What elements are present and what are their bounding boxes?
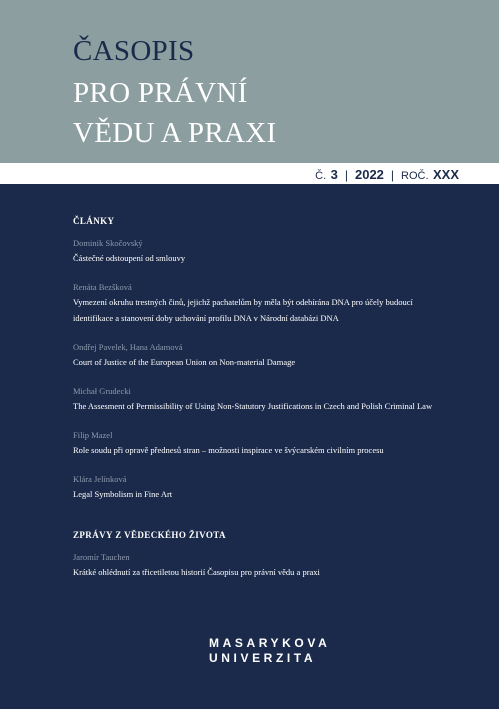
article-author: Dominik Skočovský (73, 238, 143, 248)
list-item (73, 386, 443, 414)
issue-number: 3 (330, 167, 338, 182)
list-item (73, 552, 443, 580)
issue-separator: | (344, 168, 348, 182)
article-title: Court of Justice of the European Union on Non-material Damage (73, 357, 296, 367)
list-item (73, 342, 443, 370)
section-heading: ZPRÁVY Z VĚDECKÉHO ŽIVOTA (73, 530, 226, 540)
article-author: Jaromír Tauchen (73, 552, 130, 562)
table-of-contents (73, 216, 443, 580)
issue-number-label: Č. (315, 170, 327, 182)
article-title: Vymezení okruhu trestných činů, jejichž pachatelům by měla být odebírána DNA pro účely budoucí identifikace a stanovení doby uchování profilu DNA v Národní databázi DNA (73, 297, 413, 323)
article-title: Krátké ohlédnutí za třicetiletou historií Časopisu pro právní vědu a praxi (73, 567, 320, 577)
issue-bar (0, 163, 499, 184)
article-title: The Assesment of Permissibility of Using Non-Statutory Justifications in Czech and Polish Criminal Law (73, 401, 433, 411)
volume-label: ROČ. (401, 170, 429, 182)
section-articles (73, 216, 443, 502)
issue-info (315, 166, 459, 184)
publisher-logo-line-1: MASARYKOVA (209, 636, 331, 650)
issue-year: 2022 (354, 167, 384, 182)
cover-header (0, 0, 499, 163)
article-author: Michał Grudecki (73, 386, 131, 396)
article-title: Role soudu při opravě přednesů stran – možnosti inspirace ve švýcarském civilním procesu (73, 445, 384, 455)
article-title: Legal Symbolism in Fine Art (73, 489, 173, 499)
list-item (73, 430, 443, 458)
journal-title-line-3: VĚDU A PRAXI (73, 117, 277, 149)
article-author: Filip Mazel (73, 430, 113, 440)
section-heading: ČLÁNKY (73, 216, 115, 226)
list-item (73, 238, 443, 266)
section-news (73, 530, 443, 580)
article-title: Částečné odstoupení od smlouvy (73, 253, 186, 263)
publisher-logo-line-2: UNIVERZITA (209, 651, 317, 665)
list-item (73, 474, 443, 502)
journal-title-line-1: ČASOPIS (73, 35, 195, 67)
article-author: Klára Jelínková (73, 474, 127, 484)
article-author: Ondřej Pavelek, Hana Adamová (73, 342, 183, 352)
publisher-logo (209, 636, 330, 666)
list-item (73, 282, 443, 326)
volume-number: XXX (432, 167, 459, 182)
issue-separator: | (390, 168, 395, 182)
article-author: Renáta Bezšková (73, 282, 132, 292)
journal-title-line-2: PRO PRÁVNÍ (73, 77, 248, 109)
